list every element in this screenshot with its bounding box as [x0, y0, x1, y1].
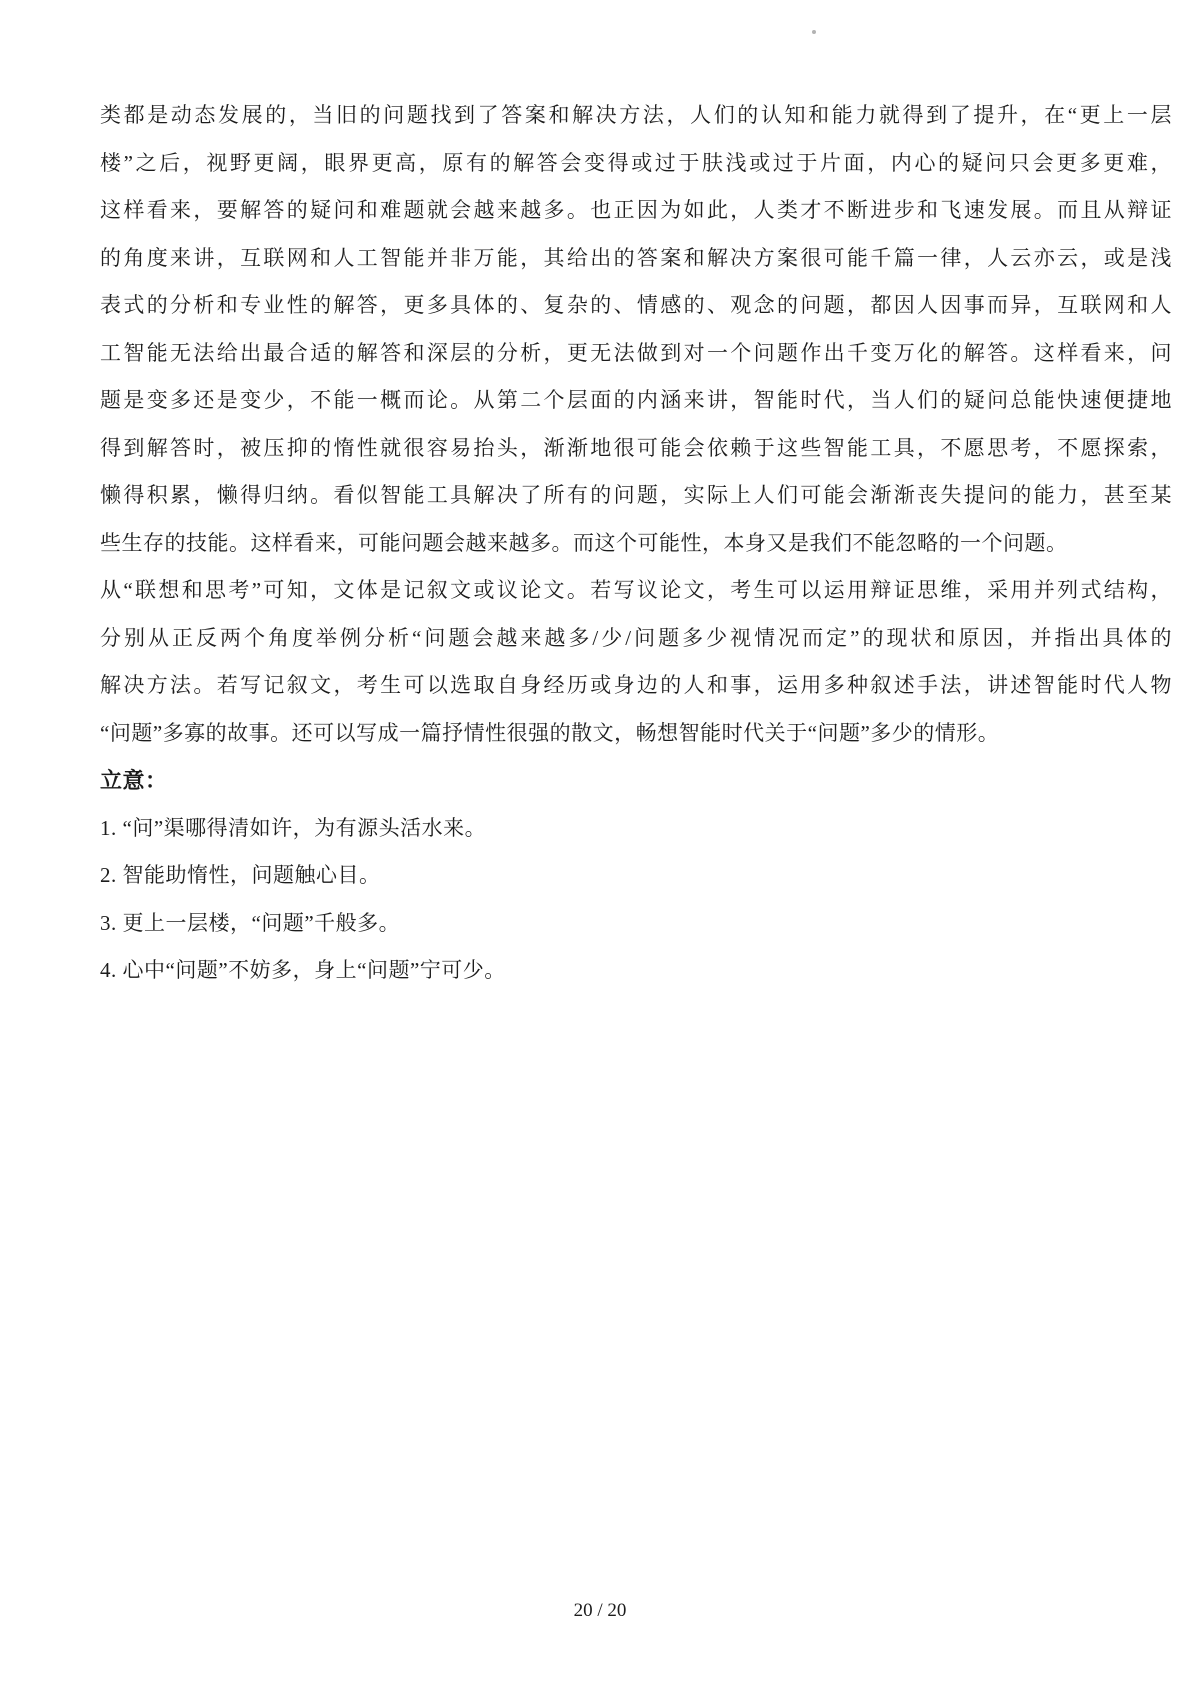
body-line: 从“联想和思考”可知，文体是记叙文或议论文。若写议论文，考生可以运用辩证思维，采用并列式结构， — [100, 578, 1172, 602]
body-line: 些生存的技能。这样看来，可能问题会越来越多。而这个可能性，本身又是我们不能忽略的一个问题。 — [100, 530, 1068, 555]
text-block — [100, 92, 1172, 995]
body-line: 表式的分析和专业性的解答，更多具体的、复杂的、情感的、观念的问题，都因人因事而异，互联网和人 — [100, 293, 1172, 317]
body-line: “问题”多寡的故事。还可以写成一篇抒情性很强的散文，畅想智能时代关于“问题”多少的情形。 — [100, 720, 1000, 745]
body-line: 得到解答时，被压抑的惰性就很容易抬头，渐渐地很可能会依赖于这些智能工具，不愿思考，不愿探索， — [100, 435, 1172, 460]
scan-speck-dot — [812, 30, 816, 34]
list-item: 1. “问”渠哪得清如许，为有源头活水来。 — [100, 815, 487, 840]
list-item: 4. 心中“问题”不妨多，身上“问题”宁可少。 — [100, 958, 506, 982]
page-number: 20 / 20 — [573, 1600, 627, 1621]
body-line: 工智能无法给出最合适的解答和深层的分析，更无法做到对一个问题作出千变万化的解答。这样看来，问 — [100, 340, 1172, 365]
body-line: 解决方法。若写记叙文，考生可以选取自身经历或身边的人和事，运用多种叙述手法，讲述智能时代人物 — [100, 673, 1172, 697]
body-line: 题是变多还是变少，不能一概而论。从第二个层面的内涵来讲，智能时代，当人们的疑问总能快速便捷地 — [100, 388, 1172, 412]
list-item: 3. 更上一层楼，“问题”千般多。 — [100, 910, 401, 935]
list-item: 2. 智能助惰性，问题触心目。 — [100, 863, 381, 887]
body-line: 的角度来讲，互联网和人工智能并非万能，其给出的答案和解决方案很可能千篇一律，人云亦云，或是浅 — [100, 245, 1172, 270]
body-line: 这样看来，要解答的疑问和难题就会越来越多。也正因为如此，人类才不断进步和飞速发展。而且从辩证 — [100, 198, 1172, 222]
body-line: 分别从正反两个角度举例分析“问题会越来越多/少/问题多少视情况而定”的现状和原因，并指出具体的 — [100, 625, 1172, 650]
section-heading-liyi: 立意： — [100, 768, 168, 793]
body-line: 楼”之后，视野更阔，眼界更高，原有的解答会变得或过于肤浅或过于片面，内心的疑问只会更多更难， — [100, 150, 1172, 175]
body-line: 类都是动态发展的，当旧的问题找到了答案和解决方法，人们的认知和能力就得到了提升，在“更上一层 — [100, 103, 1172, 127]
body-line: 懒得积累，懒得归纳。看似智能工具解决了所有的问题，实际上人们可能会渐渐丧失提问的能力，甚至某 — [100, 483, 1172, 507]
